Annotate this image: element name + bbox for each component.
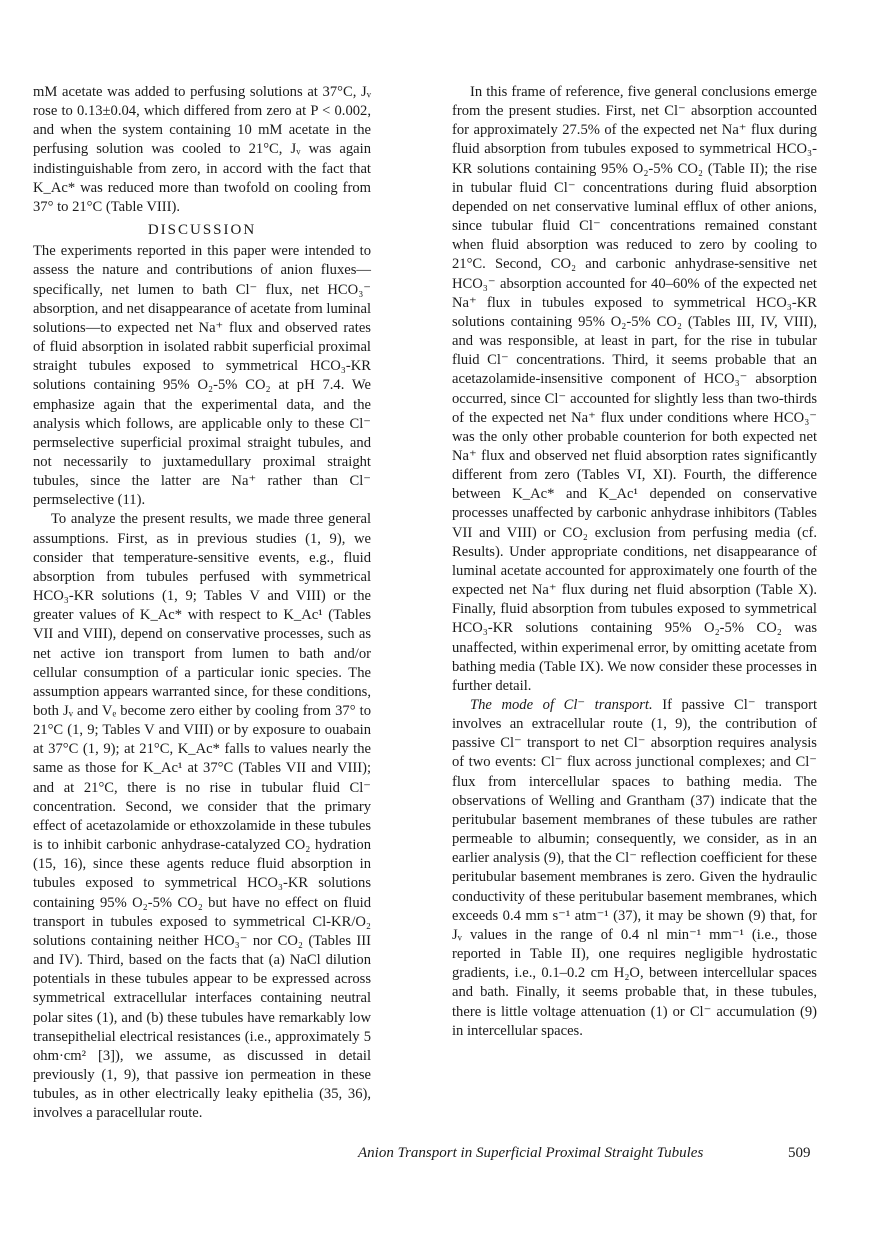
discussion-heading: DISCUSSION: [147, 222, 257, 239]
cl-transport-subheading: The mode of Cl⁻ transport.: [470, 697, 653, 713]
conclusions-paragraph: In this frame of reference, five general conclusions emerge from the present studies. First, net Cl⁻ absorption accounted for approximately 27.5% of the expected net Na⁺ flux during fluid absorption from tubules exposed to symmetrical HCO₃-KR solutions containing 95% O₂-5% CO₂ (Table II); the rise in tubular fluid Cl⁻ concentrations during fluid absorption depended on net conservative luminal efflux of other anions, since tubular fluid Cl⁻ concentrations remained constant when fluid absorption was reduced to zero by cooling to 21°C. Second, CO₂ and carbonic anhydrase-sensitive net HCO₃⁻ absorption accounted for 40–60% of the expected net Na⁺ flux in tubules exposed to symmetrical HCO₃-KR solutions containing 95% O₂-5% CO₂ (Tables III, IV, VIII), and was responsible, at least in part, for the rise in tubular fluid Cl⁻ concentrations. Third, it seems probable that an acetazolamide-insensitive component of HCO₃⁻ absorption occurred, since Cl⁻ accounted for slightly less than two-thirds of the expected net Na⁺ flux under conditions where HCO₃⁻ was the only other probable counterion for both expected net Na⁺ flux and observed net fluid absorption rates significantly different from zero (Tables VI, XI). Fourth, the difference between K_Ac* and K_Ac¹ depended on conservative processes unaffected by carbonic anhydrase inhibitors (Tables VII and VIII) or CO₂ exclusion from perfusing media (cf. Results). Under appropriate conditions, net disappearance of luminal acetate accounted for approximately one fourth of the expected net Na⁺ flux during net fluid absorption (Table X). Finally, fluid absorption from tubules exposed to symmetrical HCO₃-KR solutions containing 95% O₂-5% CO₂ was unaffected, within experimenal error, by omitting acetate from bathing media (Table IX). We now consider these processes in further detail.: [452, 84, 817, 694]
discussion-paragraph-2: To analyze the present results, we made three general assumptions. First, as in previous studies (1, 9), we consider that temperature-sensitive events, e.g., fluid absorption from tubules perfused with symmetrical HCO₃-KR solutions (1, 9; Tables V and VIII) or the greater values of K_Ac* with respect to K_Ac¹ (Tables VII and VIII), depend on conservative processes, such as net active ion transport from lumen to bath and/or cellular consumption of a particular ionic species. The assumption appears warranted since, for these conditions, both Jᵥ and Vₑ become zero either by cooling from 37° to 21°C (1, 9; Tables V and VIII) or by exposure to ouabain at 37°C (1, 9); at 21°C, K_Ac* falls to values nearly the same as those for K_Ac¹ at 37°C (Tables VII and VIII); and at 21°C, there is no rise in tubular fluid Cl⁻ concentration. Second, we consider that the primary effect of acetazolamide or ethoxzolamide in these tubules is to inhibit carbonic anhydrase-catalyzed CO₂ hydration (15, 16), since these agents reduce fluid absorption in tubules exposed to symmetrical HCO₃-KR solutions containing 95% O₂-5% CO₂ but have no effect on fluid transport in tubules exposed to symmetrical Cl-KR/O₂ solutions containing neither HCO₃⁻ nor CO₂ (Tables III and IV). Third, based on the facts that (a) NaCl dilution potentials in these tubules appear to be expressed across symmetrical extracellular interfaces containing neutral polar sites (1), and (b) these tubules have remarkably low transepithelial electrical resistances (i.e., approximately 5 ohm·cm² [3]), we assume, as discussed in detail previously (1, 9), that passive ion permeation in these tubules, as in other electrically leaky epithelia (35, 36), involves a paracellular route.: [33, 511, 371, 1122]
right-column: [452, 83, 817, 1041]
cl-transport-paragraph: [452, 696, 817, 1041]
cl-transport-text: If passive Cl⁻ transport involves an extracellular route (1, 9), the contribution of passive Cl⁻ transport to net Cl⁻ absorption requires analysis of two events: Cl⁻ flux across junctional complexes; and Cl⁻ flux from intercellular spaces to bathing media. The observations of Welling and Grantham (37) indicate that the peritubular basement membranes of these tubules are rather permeable to albumin; consequently, we consider, as in an earlier analysis (9), that the Cl⁻ reflection coefficient for these peritubular basement membranes is zero. Given the hydraulic conductivity of these peritubular basement membranes, which exceeds 0.4 mm s⁻¹ atm⁻¹ (37), it may be shown (9) that, for Jᵥ values in the range of 0.4 nl min⁻¹ mm⁻¹ (i.e., those reported in Table II), one requires negligible hydrostatic gradients, i.e., 0.1–0.2 cm H₂O, between intercellular spaces and bath. Finally, it seems probable that, in these tubules, there is little voltage attenuation (1) or Cl⁻ accumulation (9) in intercellular spaces.: [452, 697, 817, 1039]
intro-paragraph: mM acetate was added to perfusing solutions at 37°C, Jᵥ rose to 0.13±0.04, which differed from zero at P < 0.002, and when the system containing 10 mM acetate in the perfusing solution was cooled to 21°C, Jᵥ was again indistinguishable from zero, in accord with the fact that K_Ac* was reduced more than twofold on cooling from 37° to 21°C (Table VIII).: [33, 84, 371, 215]
page-number: 509: [788, 1145, 811, 1161]
discussion-paragraph-1: The experiments reported in this paper were intended to assess the nature and contributions of anion fluxes—specifically, net lumen to bath Cl⁻ flux, net HCO₃⁻ absorption, and net disappearance of acetate from luminal solutions—to expected net Na⁺ flux and observed rates of fluid absorption in isolated rabbit superficial proximal straight tubules exposed to symmetrical HCO₃-KR solutions containing 95% O₂-5% CO₂ at pH 7.4. We emphasize again that the experimental data, and the analysis which follows, are applicable only to these Cl⁻ permselective superficial proximal straight tubules, and not necessarily to juxtamedullary proximal straight tubules, since the latter are Na⁺ rather than Cl⁻ permselective (11).: [33, 243, 371, 509]
left-column: [33, 83, 371, 1123]
running-title: Anion Transport in Superficial Proximal Straight Tubules: [358, 1145, 704, 1161]
